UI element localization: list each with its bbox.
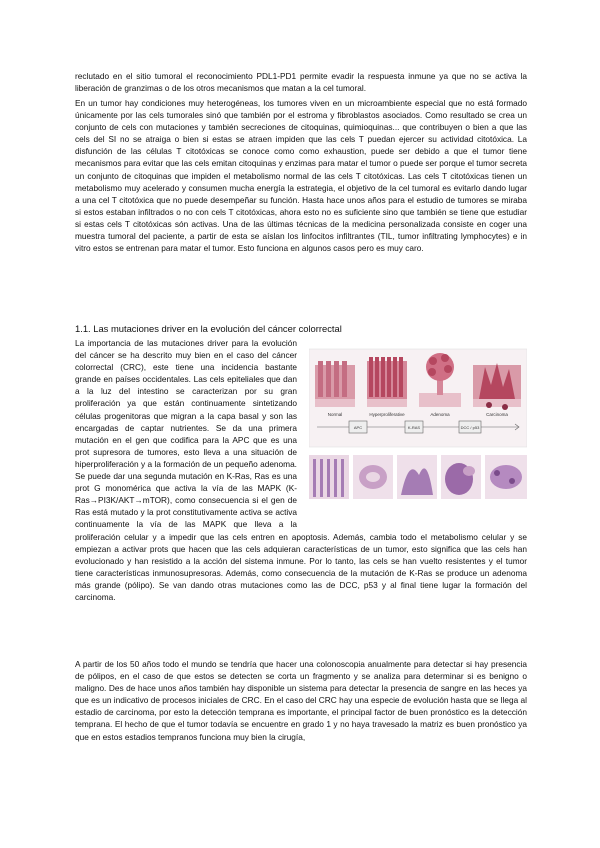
section-heading: 1.1. Las mutaciones driver en la evolución del cáncer colorrectal bbox=[75, 323, 342, 334]
hyperproliferative-tissue-drawing bbox=[367, 357, 407, 407]
stage-label-adenoma: Adenoma bbox=[430, 412, 450, 417]
carcinoma-drawing bbox=[473, 363, 521, 410]
histology-images bbox=[309, 455, 527, 499]
normal-tissue-drawing bbox=[315, 361, 355, 407]
paragraph-driver-mutations: La importancia de las mutaciones driver para la evolución del cáncer se ha descrito muy bien en el caso del cáncer colorrectal (CRC), este tiene una incidencia bastante grande en países occidentales. Las cels epiteliales que dan a la luz del intestino se caracterizan por su gran proliferación ya que están continuamente sintetizando células progenitoras que migran a la capa basal y son las encargadas de captar nutrientes. Se da una primera mutación en el gen que codifica para la APC que es una prot supresora de tumores, esto lleva a una situación de hiperproliferación y a la formación de un pequeño adenoma. Se puede dar una segunda mutación en K-Ras, Ras es una prot G monomérica que activa la vía de las MAPK (K-Ras→PI3K/AKT→mTOR), como consecuencia si el gen de Ras está mutado y la prot constitutivamente activa se activa continuamente la vía de las MAPK que lleva a la proliferación celular y a impedir que las cels entren en apoptosis. Además, cambia todo el metabolismo celular y se empiezan a activar prots que hacen que las cels adquieran características de un tumor, esto significa que las cels han evolucionado y han resistido a la acción del sistema inmune. Por lo tanto, las cels se han vuelto resistentes y el tumor tiene características inmunosupresoras. Además, como consecuencia de la mutación de K-Ras se produce un adenoma más grande (pólipo). Se van dando otras mutaciones como las de DCC, p53 y al final tiene lugar la formación del carcinoma. bbox=[75, 338, 527, 602]
mutation-label-apc: APC bbox=[353, 425, 363, 430]
paragraph-tumor-microenvironment: En un tumor hay condiciones muy heterogéneas, los tumores viven en un microambiente especial que no está formado únicamente por las cels tumorales sinó que también por el estroma y fibroblastos asociados. Como resultado se crea un conjunto de cels con mutaciones y también secreciones de citoquinas, quimioquinas... que contribuyen o bien a que las cels del SI no se atraiga o bien si estas se atraen impiden que las cels T puedan ejercer su actividad citotóxica. La disfunción de las células T citotóxicas se conoce como como exhaustion, puede ser debido a que el tumor tiene mecanismos para evitar que las cels emitan citoquinas y enzimas para matar el tumor o puede ser porque el tumor secreta un conjunto de citoquinas que impiden el metabolismo normal de las cels T citotóxicas. Las cels T citotóxicas tienen un metabolismo muy acelerado y consumen mucha energía la estrategia, el objetivo de la cel tumoral es evitarlo dando lugar a una cel T citotóxica que no puede desempeñar su función. Hasta hace unos años para el estudio de tumores se miraba si estos estaban infiltrados o no con cels T citotóxicas, ahora esto no es suficiente sino que también se tiene que estudiar si estas cels T citotóxicas són activas. Una de las últimas técnicas de la medicina personalizada consiste en coger una muestra tumoral del paciente, a partir de esta se aíslan los linfocitos infiltrantes (TIL, tumor infiltrating lymphocytes) e in vitro estos se entrenan para matar el tumor. Esto funciona en algunos casos pero es muy caro. bbox=[75, 98, 527, 254]
progression-diagram bbox=[309, 345, 527, 515]
stage-label-hyperproliferative: Hyperproliferative bbox=[369, 412, 405, 417]
stage-label-carcinoma: Carcinoma bbox=[486, 412, 508, 417]
colorectal-progression-figure bbox=[309, 345, 527, 515]
stage-label-normal: Normal bbox=[327, 412, 343, 417]
mutation-label-kras: K-RAS bbox=[407, 425, 421, 430]
mutation-label-dcc-p53: DCC / p53 bbox=[460, 425, 480, 430]
paragraph-colonoscopy: A partir de los 50 años todo el mundo se tendría que hacer una colonoscopia anualmente para detectar si hay presencia de pólipos, en el caso de que estos se detecten se corta un fragmento y se analiza para determinar si es benigno o maligno. Des de hace unos años también hay disponible un sistema para detectar la presencia de sangre en las heces ya que es un indicativo de procesos iniciales de CRC. En el caso del CRC hay una especie de evolución hasta que se llega al estadio de carcinoma, por esto la detección temprana es importante, el principal factor de buen pronóstico es la detección temprana. El hecho de que el tumor todavía se encuentre en grado 1 y no haya travesado la matriz es buen pronóstico ya que en estos estadios tempranos funciona muy bien la cirugía, bbox=[75, 659, 527, 742]
paragraph-pdl1-intro: reclutado en el sitio tumoral el reconocimiento PDL1-PD1 permite evadir la respuesta inmune ya que no se activa la liberación de granzimas o de los otros mecanismos que matan a la cel tumoral. bbox=[75, 71, 527, 94]
colorectal-section bbox=[75, 337, 527, 603]
